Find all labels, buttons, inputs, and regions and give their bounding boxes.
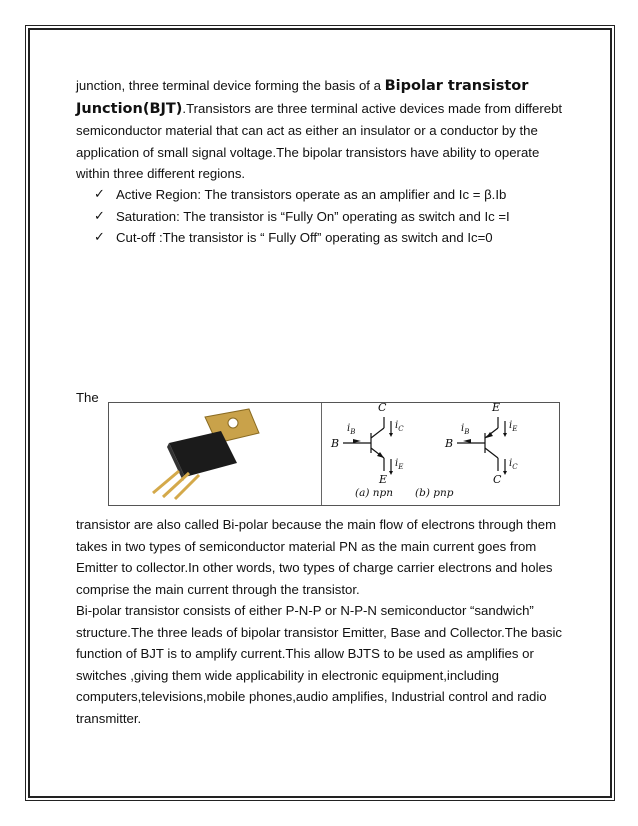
intro-paragraph [76,75,566,185]
list-item: ✓ Saturation: The transistor is “Fully On” operating as switch and Ic =I [94,206,574,228]
pnp-bottom-label: C [493,473,502,486]
bipolar-paragraph: transistor are also called Bi-polar because the main flow of electrons through them takes in two types of semiconductor material PN as the main current goes from Emitter to collector.In other words, two types of charge carrier electrons and holes comprise the main current through the transistor. [76,517,557,597]
check-icon: ✓ [94,187,105,202]
npn-ib-label: $i_B$ [347,423,356,436]
pnp-caption: (b) pnp [415,487,454,499]
npn-caption: (a) npn [355,487,394,499]
pnp-base-label: B [445,437,454,450]
regions-list [94,184,574,249]
bjt-term: Bipolar transistor Junction(BJT) [76,78,529,117]
transistor-figure [108,402,560,506]
pnp-ie-label: $i_E$ [509,420,518,433]
pnp-ib-label: $i_B$ [461,423,470,436]
leading-word: The [76,390,99,405]
pnp-top-label: E [492,401,501,414]
npn-ie-label: $i_E$ [395,458,404,471]
npn-bottom-label: E [379,473,388,486]
npn-ic-label: $i_C$ [395,420,404,433]
schematic-symbols [109,403,561,505]
list-item: ✓ Active Region: The transistors operate as an amplifier and Ic = β.Ib [94,184,574,206]
check-icon: ✓ [94,208,105,224]
intro-rest: .Transistors are three terminal active devices made from differebt semiconductor material that can act as either an insulator or a conductor by the application of small signal voltage.The bipolar transistors have ability to operate within three different regions. [76,100,563,181]
intro-lead: junction, three terminal device forming the basis of a [76,78,385,93]
pnp-ic-label: $i_C$ [509,458,518,471]
check-icon: ✓ [94,230,105,245]
npn-base-label: B [331,437,340,450]
structure-paragraph: Bi-polar transistor consists of either P-N-P or N-P-N semiconductor “sandwich” structure.The three leads of bipolar transistor Emitter, Base and Collector.The basic function of BJT is to amplify current.This allow BJTS to be used as amplifies or switches ,giving them wide applicability in electronic equipment,including computers,televisions,mobile phones,audio amplifies, Industrial control and radio transmitter. [76,603,562,726]
list-item: ✓ Cut-off :The transistor is “ Fully Off” operating as switch and Ic=0 [94,227,574,249]
npn-top-label: C [378,401,387,414]
